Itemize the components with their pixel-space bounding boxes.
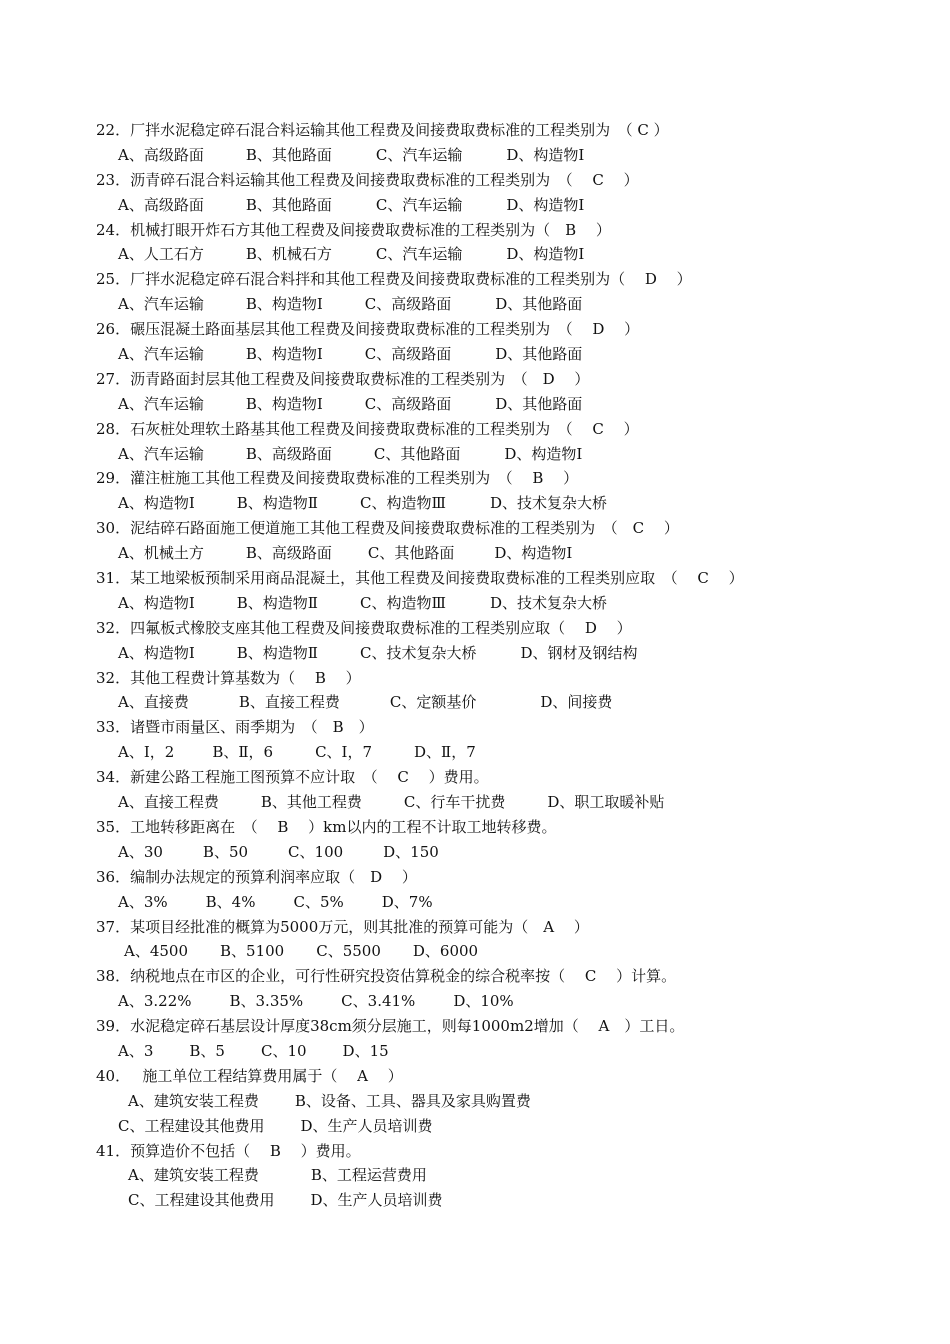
question-22-text: 22．厂拌水泥稳定碎石混合料运输其他工程费及间接费取费标准的工程类别为 （ C ） — [96, 121, 669, 139]
option-22-3: D、构造物Ⅰ — [506, 145, 585, 164]
option-36-0: A、3% — [118, 892, 168, 911]
question-35-options — [96, 840, 916, 865]
question-26-text: 26．碾压混凝土路面基层其他工程费及间接费取费标准的工程类别为 （ D ） — [96, 320, 640, 339]
option-30-3: D、构造物Ⅰ — [494, 544, 573, 563]
question-36-text: 36．编制办法规定的预算利润率应取（ D ） — [96, 867, 417, 886]
question-41-options — [96, 1188, 916, 1213]
question-35-text: 35．工地转移距离在 （ B ）km以内的工程不计取工地转移费。 — [96, 817, 557, 836]
option-26-3: D、其他路面 — [495, 345, 583, 364]
option-22-1: B、其他路面 — [245, 145, 332, 164]
option-25-0: A、汽车运输 — [118, 295, 204, 314]
option-35-1: B、50 — [202, 842, 249, 861]
option-38-2: C、3.41% — [341, 992, 416, 1011]
option-27-2: C、高级路面 — [364, 394, 452, 413]
question-32b-options — [96, 690, 916, 715]
option-29-1: B、构造物Ⅱ — [236, 494, 318, 513]
question-28-options — [96, 442, 916, 467]
option-28-0: A、汽车运输 — [118, 444, 204, 463]
option-39-2: C、10 — [260, 1041, 307, 1060]
question-31-options — [96, 591, 916, 616]
question-37-text: 37．某项目经批准的概算为5000万元，则其批准的预算可能为（ A ） — [96, 917, 589, 936]
option-41-0: C、工程建设其他费用 — [128, 1191, 275, 1210]
question-39-options — [96, 1039, 916, 1064]
question-28-text: 28．石灰桩处理软土路基其他工程费及间接费取费标准的工程类别为 （ C ） — [96, 419, 639, 438]
option-25-1: B、构造物Ⅰ — [245, 295, 323, 314]
option-32a-3: D、钢材及钢结构 — [520, 643, 638, 662]
option-31-3: D、技术复杂大桥 — [489, 593, 607, 612]
option-24-0: A、人工石方 — [118, 245, 204, 264]
option-22-0: A、高级路面 — [118, 145, 204, 164]
option-23-2: C、汽车运输 — [375, 195, 463, 214]
option-40-0: A、建筑安装工程费 — [128, 1091, 259, 1110]
option-29-2: C、构造物Ⅲ — [359, 494, 446, 513]
question-36-options — [96, 890, 916, 915]
option-35-2: C、100 — [288, 842, 344, 861]
option-28-3: D、构造物Ⅰ — [504, 444, 583, 463]
option-30-0: A、机械土方 — [118, 544, 204, 563]
question-31-text: 31．某工地梁板预制采用商品混凝土，其他工程费及间接费取费标准的工程类别应取 （ C ） — [96, 569, 744, 588]
option-33-0: A、Ⅰ，2 — [118, 743, 175, 762]
option-35-0: A、30 — [118, 842, 163, 861]
option-24-3: D、构造物Ⅰ — [506, 245, 585, 264]
question-list — [96, 118, 916, 1213]
question-34-options — [96, 790, 916, 815]
question-25-text: 25．厂拌水泥稳定碎石混合料拌和其他工程费及间接费取费标准的工程类别为（ D ） — [96, 270, 692, 289]
option-28-2: C、其他路面 — [373, 444, 461, 463]
option-23-3: D、构造物Ⅰ — [506, 195, 585, 214]
option-31-2: C、构造物Ⅲ — [359, 593, 446, 612]
question-34-text: 34．新建公路工程施工图预算不应计取 （ C ）费用。 — [96, 768, 489, 787]
option-33-2: C、Ⅰ，7 — [315, 743, 373, 762]
option-32a-2: C、技术复杂大桥 — [359, 643, 477, 662]
option-32b-0: A、直接费 — [118, 693, 189, 712]
question-29-text: 29．灌注桩施工其他工程费及间接费取费标准的工程类别为 （ B ） — [96, 469, 579, 488]
question-40-text: 40． 施工单位工程结算费用属于（ A ） — [96, 1066, 403, 1085]
question-40-options — [96, 1114, 916, 1139]
option-26-0: A、汽车运输 — [118, 345, 204, 364]
question-29-options — [96, 491, 916, 516]
question-41-text: 41．预算造价不包括（ B ）费用。 — [96, 1141, 361, 1160]
option-32a-0: A、构造物Ⅰ — [118, 643, 195, 662]
question-40-options — [96, 1089, 916, 1114]
question-30-text: 30．泥结碎石路面施工便道施工其他工程费及间接费取费标准的工程类别为 （ C ） — [96, 519, 679, 538]
option-29-0: A、构造物Ⅰ — [118, 494, 195, 513]
option-40-1: B、设备、工具、器具及家具购置费 — [294, 1091, 531, 1110]
option-27-1: B、构造物Ⅰ — [245, 394, 323, 413]
option-39-3: D、15 — [342, 1041, 389, 1060]
question-23-options — [96, 193, 916, 218]
option-37-1: B、5100 — [220, 942, 285, 961]
option-37-3: D、6000 — [412, 942, 479, 961]
question-24-options — [96, 242, 916, 267]
option-24-2: C、汽车运输 — [375, 245, 463, 264]
option-27-3: D、其他路面 — [495, 394, 583, 413]
option-34-2: C、行车干扰费 — [403, 793, 506, 812]
option-26-2: C、高级路面 — [364, 345, 452, 364]
option-36-3: D、7% — [381, 892, 433, 911]
option-40-0: C、工程建设其他费用 — [118, 1116, 265, 1135]
option-27-0: A、汽车运输 — [118, 394, 204, 413]
option-41-1: D、生产人员培训费 — [310, 1191, 443, 1210]
option-32b-3: D、间接费 — [540, 693, 613, 712]
option-34-1: B、其他工程费 — [260, 793, 362, 812]
option-36-2: C、5% — [293, 892, 344, 911]
option-40-1: D、生产人员培训费 — [300, 1116, 433, 1135]
option-22-2: C、汽车运输 — [375, 145, 463, 164]
question-25-options — [96, 292, 916, 317]
question-38-options — [96, 989, 916, 1014]
option-23-1: B、其他路面 — [245, 195, 332, 214]
option-24-1: B、机械石方 — [245, 245, 332, 264]
option-41-0: A、建筑安装工程费 — [128, 1166, 259, 1185]
option-39-1: B、5 — [189, 1041, 225, 1060]
option-37-2: C、5500 — [316, 942, 381, 961]
question-41-options — [96, 1163, 916, 1188]
question-32a-text: 32．四氟板式橡胶支座其他工程费及间接费取费标准的工程类别应取（ D ） — [96, 618, 632, 637]
option-38-0: A、3.22% — [118, 992, 192, 1011]
option-41-1: B、工程运营费用 — [310, 1166, 427, 1185]
question-37-options — [96, 939, 916, 964]
option-28-1: B、高级路面 — [245, 444, 332, 463]
option-32b-2: C、定额基价 — [389, 693, 477, 712]
option-23-0: A、高级路面 — [118, 195, 204, 214]
question-39-text: 39．水泥稳定碎石基层设计厚度38cm须分层施工，则每1000m2增加（ A ）工日。 — [96, 1017, 685, 1036]
option-25-3: D、其他路面 — [495, 295, 583, 314]
question-26-options — [96, 342, 916, 367]
question-32a-options — [96, 641, 916, 666]
question-22-options — [96, 143, 916, 168]
question-27-text: 27．沥青路面封层其他工程费及间接费取费标准的工程类别为 （ D ） — [96, 369, 590, 388]
question-23-text: 23．沥青碎石混合料运输其他工程费及间接费取费标准的工程类别为 （ C ） — [96, 170, 639, 189]
option-34-0: A、直接工程费 — [118, 793, 219, 812]
option-29-3: D、技术复杂大桥 — [489, 494, 607, 513]
question-24-text: 24．机械打眼开炸石方其他工程费及间接费取费标准的工程类别为（ B ） — [96, 220, 611, 239]
question-33-text: 33．诸暨市雨量区、雨季期为 （ B ） — [96, 718, 374, 737]
option-25-2: C、高级路面 — [364, 295, 452, 314]
option-32a-1: B、构造物Ⅱ — [236, 643, 318, 662]
option-36-1: B、4% — [205, 892, 256, 911]
option-26-1: B、构造物Ⅰ — [245, 345, 323, 364]
option-39-0: A、3 — [118, 1041, 154, 1060]
option-30-1: B、高级路面 — [245, 544, 332, 563]
option-35-3: D、150 — [383, 842, 439, 861]
option-33-1: B、Ⅱ，6 — [212, 743, 274, 762]
question-27-options — [96, 392, 916, 417]
question-33-options — [96, 740, 916, 765]
option-30-2: C、其他路面 — [367, 544, 455, 563]
question-30-options — [96, 541, 916, 566]
option-34-3: D、职工取暖补贴 — [547, 793, 665, 812]
option-37-0: A、4500 — [124, 942, 189, 961]
option-38-1: B、3.35% — [229, 992, 304, 1011]
option-33-3: D、Ⅱ，7 — [414, 743, 476, 762]
question-38-text: 38．纳税地点在市区的企业，可行性研究投资估算税金的综合税率按（ C ）计算。 — [96, 967, 677, 986]
question-32b-text: 32．其他工程费计算基数为（ B ） — [96, 668, 361, 687]
option-32b-1: B、直接工程费 — [238, 693, 340, 712]
option-31-1: B、构造物Ⅱ — [236, 593, 318, 612]
option-38-3: D、10% — [453, 992, 514, 1011]
option-31-0: A、构造物Ⅰ — [118, 593, 195, 612]
